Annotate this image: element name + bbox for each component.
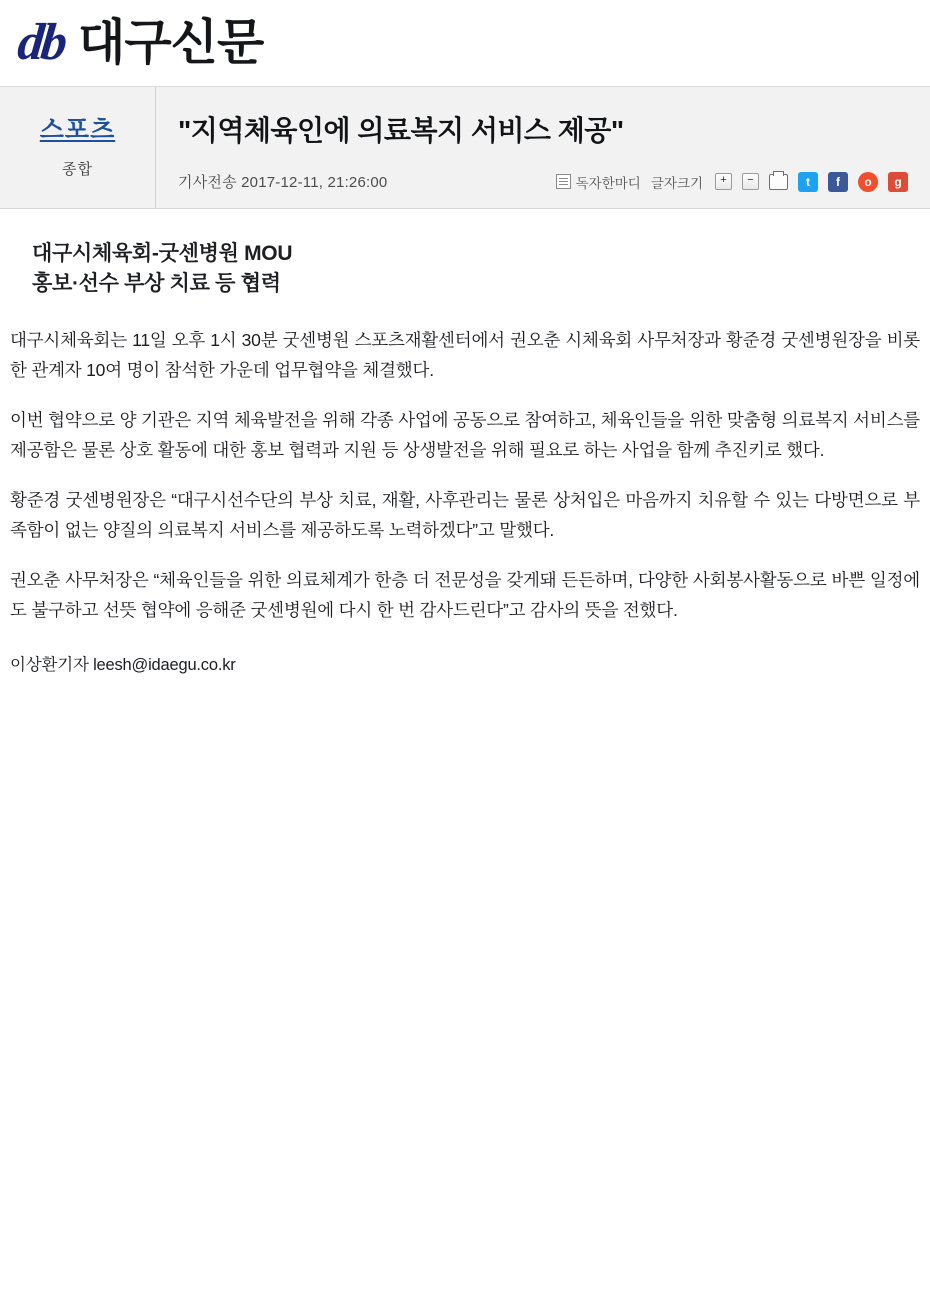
article-paragraph: 황준경 굿센병원장은 “대구시선수단의 부상 치료, 재활, 사후관리는 물론 상처입은 마음까지 치유할 수 있는 다방면으로 부족함이 없는 양질의 의료복지 서비스를 제공하도록 노력하겠다”고 말했다. <box>10 490 920 541</box>
reader-comment-label: 독자한마디 <box>575 175 641 191</box>
share-me2day-icon[interactable]: o <box>858 172 878 192</box>
article-header <box>0 86 930 209</box>
subcategory-label: 종합 <box>62 161 93 178</box>
font-size-label: 글자크기 <box>650 175 703 191</box>
article-paragraph: 이번 협약으로 양 기관은 지역 체육발전을 위해 각종 사업에 공동으로 참여하고, 체육인들을 위한 맞춤형 의료복지 서비스를 제공함은 물론 상호 활동에 대한 홍보 협력과 지원 등 상생발전을 위해 필요로 하는 사업을 함께 추진키로 했다. <box>10 409 920 460</box>
font-increase-button[interactable]: + <box>715 173 732 190</box>
newspaper-logo-text[interactable]: 대구신문 <box>78 14 264 71</box>
share-google-icon[interactable]: g <box>888 172 908 192</box>
comment-icon <box>556 174 571 189</box>
category-column <box>0 87 156 208</box>
site-masthead <box>0 0 930 86</box>
subheadline-line-1: 대구시체육회-굿센병원 MOU <box>32 242 293 265</box>
article-byline: 이상환기자 leesh@idaegu.co.kr <box>10 656 236 675</box>
article-meta-row <box>178 171 908 192</box>
article-paragraph: 대구시체육회는 11일 오후 1시 30분 굿센병원 스포츠재활센터에서 권오춘 시체육회 사무처장과 황준경 굿센병원장을 비롯한 관계자 10여 명이 참석한 가운데 업무협약을 체결했다. <box>10 329 920 380</box>
font-decrease-button[interactable]: − <box>742 173 759 190</box>
article-body <box>0 209 930 675</box>
subheadline-line-2: 홍보·선수 부상 치료 등 협력 <box>32 271 281 295</box>
headline-column <box>156 87 930 208</box>
article-timestamp: 기사전송 2017-12-11, 21:26:00 <box>178 174 388 191</box>
category-link-sports[interactable]: 스포츠 <box>39 116 116 144</box>
print-icon[interactable] <box>769 174 788 190</box>
share-twitter-icon[interactable]: t <box>798 172 818 192</box>
article-headline: "지역체육인에 의료복지 서비스 제공" <box>178 115 624 146</box>
article-paragraph: 권오춘 사무처장은 “체육인들을 위한 의료체계가 한층 더 전문성을 갖게돼 든든하며, 다양한 사회봉사활동으로 바쁜 일정에도 불구하고 선뜻 협약에 응해준 굿센병원에 다시 한 번 감사드린다”고 감사의 뜻을 전했다. <box>10 570 920 621</box>
newspaper-logo-icon[interactable]: db <box>15 14 68 71</box>
article-toolbar <box>556 172 908 192</box>
article-subheadline <box>32 239 920 299</box>
share-facebook-icon[interactable]: f <box>828 172 848 192</box>
reader-comment-button[interactable] <box>556 172 641 192</box>
